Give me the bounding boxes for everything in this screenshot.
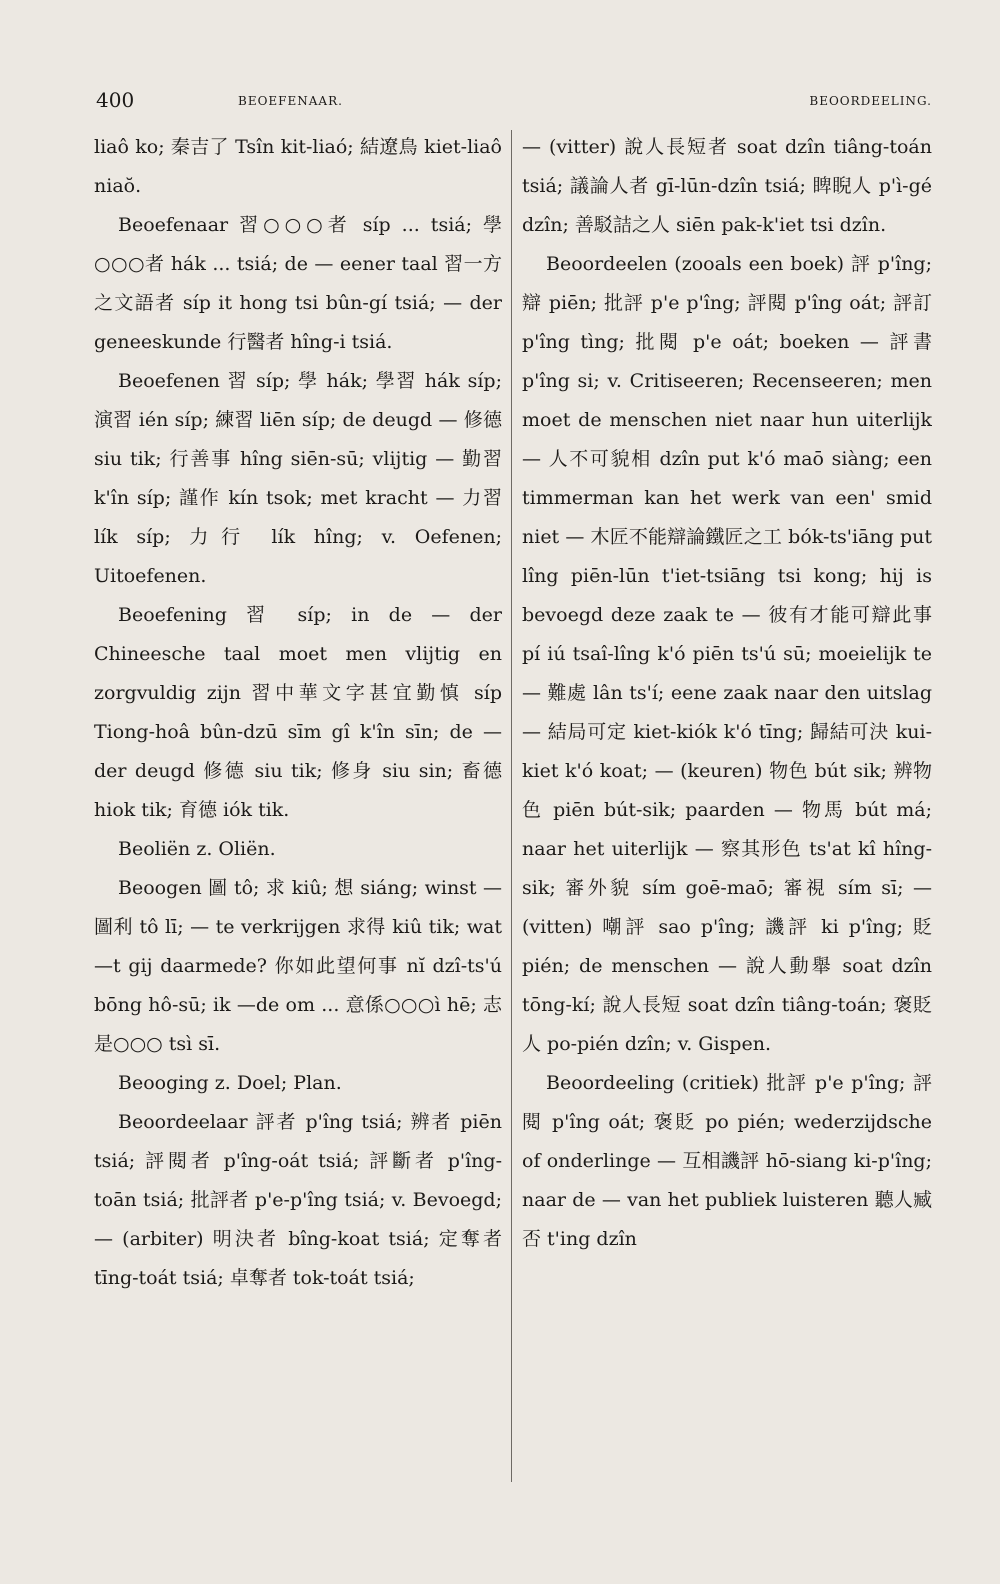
- entry-beooging: Beooging z. Doel; Plan.: [118, 1072, 342, 1094]
- entry-beoordeelaar-continued: — (vitter) 說人長短者 soat dzîn tiâng-toán tsiá; 議論人者 gī-lūn-dzîn tsiá; 睥睨人 p'ì-gé dzîn; 善駁詰之人 siēn pak-k'iet tsi dzîn.: [522, 136, 932, 236]
- entry-beoordeelaar: Beoordeelaar 評者 p'îng tsiá; 辨者 piēn tsiá; 評閱者 p'îng-oát tsiá; 評斷者 p'îng-toān tsiá; 批評者 p'e-p'îng tsiá; v. Bevoegd; — (arbiter) 明決者 bîng-koat tsiá; 定奪者 tīng-toát tsiá; 卓奪者 tok-toát tsiá;: [94, 1111, 502, 1289]
- entry-continuation: liaô ko; 秦吉了 Tsîn kit-liaó; 結遼鳥 kiet-liaô niaŏ.: [94, 136, 502, 197]
- column-divider: [511, 130, 512, 1482]
- page-number: 400: [96, 88, 135, 112]
- entry-beoogen: Beoogen 圖 tô; 求 kiû; 想 siáng; winst — 圖利 tô lī; — te verkrijgen 求得 kiû tik; wat —t gij daarmede? 你如此望何事 nĭ dzî-ts'ú bōng hô-sū; ik —de om ... 意係○○○ì hē; 志是○○○ tsì sī.: [94, 877, 502, 1055]
- entry-beoordeeling: Beoordeeling (critiek) 批評 p'e p'îng; 評閱 p'îng oát; 褒貶 po pién; wederzijdsche of onderlinge — 互相譏評 hō-siang ki-p'îng; naar de — van het publiek luisteren 聽人臧否 t'ing dzîn: [522, 1072, 932, 1250]
- guide-word-right: BEOORDEELING.: [809, 94, 932, 108]
- entry-beoefening: Beoefening 習 síp; in de — der Chineesche taal moet men vlijtig en zorgvuldig zijn 習中華文字甚宜勤慎 síp Tiong-hoâ bûn-dzū sīm gî k'în sīn; de — der deugd 修德 siu tik; 修身 siu sin; 畜德 hiok tik; 育德 iók tik.: [94, 604, 502, 821]
- right-column: [522, 128, 932, 1478]
- page-header: [96, 88, 932, 118]
- entry-beolien: Beoliën z. Oliën.: [118, 838, 276, 860]
- entry-beoefenen: Beoefenen 習 síp; 學 hák; 學習 hák síp; 演習 ién síp; 練習 liēn síp; de deugd — 修德 siu tik; 行善事 hîng siēn-sū; vlijtig — 勤習 k'în síp; 謹作 kín tsok; met kracht — 力習 lík síp; 力行 lík hîng; v. Oefenen; Uitoefenen.: [94, 370, 502, 587]
- left-column: [94, 128, 502, 1478]
- entry-beoordeelen: Beoordeelen (zooals een boek) 評 p'îng; 辯 piēn; 批評 p'e p'îng; 評閱 p'îng oát; 評訂 p'îng tìng; 批閱 p'e oát; boeken — 評書 p'îng si; v. Critiseeren; Recenseeren; men moet de menschen niet naar hun uiterlijk — 人不可貌相 dzîn put k'ó maō siàng; een timmerman kan het werk van een' smid niet — 木匠不能辯論鐵匠之工 bók-ts'iāng put lîng piēn-lūn t'iet-tsiāng tsi kong; hij is bevoegd deze zaak te — 彼有才能可辯此事 pí iú tsaî-lîng k'ó piēn ts'ú sū; moeielijk te — 難處 lân ts'í; eene zaak naar den uitslag — 結局可定 kiet-kiók k'ó tīng; 歸結可決 kui-kiet k'ó koat; — (keuren) 物色 bút sik; 辨物色 piēn bút-sik; paarden — 物馬 bút má; naar het uiterlijk — 察其形色 ts'at kî hîng-sik; 審外貌 sím goē-maō; 審視 sím sī; — (vitten) 嘲評 sao p'îng; 譏評 ki p'îng; 貶 pién; de menschen — 說人動舉 soat dzîn tōng-kí; 說人長短 soat dzîn tiâng-toán; 褒貶人 po-pién dzîn; v. Gispen.: [522, 253, 932, 1055]
- guide-word-left: BEOEFENAAR.: [238, 94, 343, 108]
- entry-beoefenaar: Beoefenaar 習○○○者 síp ... tsiá; 學○○○者 hák ... tsiá; de — eener taal 習一方之文語者 síp it hong tsi bûn-gí tsiá; — der geneeskunde 行醫者 hîng-i tsiá.: [94, 214, 502, 353]
